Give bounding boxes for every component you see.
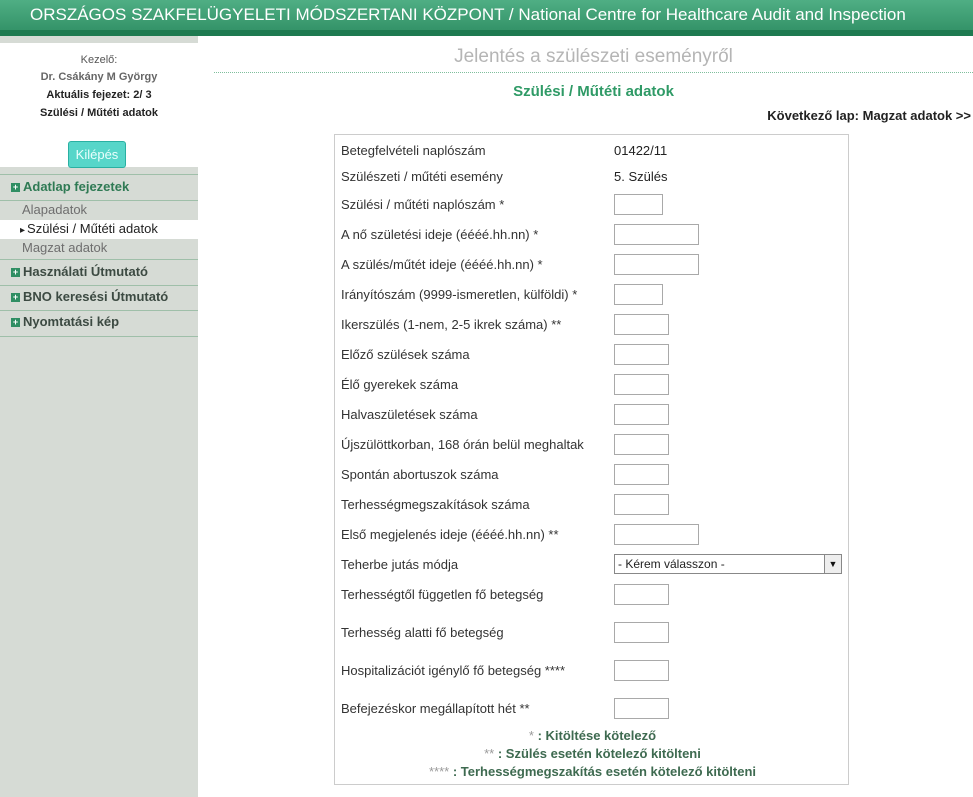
legend-stars: **** — [428, 764, 450, 779]
field-label: A szülés/műtét ideje (éééé.hh.nn) * — [341, 257, 543, 272]
nav-section-label: Nyomtatási kép — [23, 314, 120, 329]
legend-stars: ** — [484, 746, 495, 761]
field-label: Szülési / műtéti naplószám * — [341, 197, 505, 212]
nav-section-user-guide[interactable] — [0, 261, 198, 285]
divider — [0, 336, 198, 337]
sidebar-item-label: Szülési / Műtéti adatok — [27, 221, 158, 236]
header-title: ORSZÁGOS SZAKFELÜGYELETI MÓDSZERTANI KÖZPONT / National Centre for Healthcare Audit and Inspection — [30, 5, 906, 24]
field-label: Halvaszületések száma — [341, 407, 478, 422]
page-title: Jelentés a szülészeti eseményről — [454, 46, 733, 67]
operator-name: Dr. Csákány M György — [40, 71, 158, 83]
title-divider — [214, 72, 973, 73]
postal-code-input[interactable] — [614, 284, 663, 305]
field-label: Újszülöttkorban, 168 órán belül meghaltak — [341, 437, 584, 452]
field-label: Hospitalizációt igénylő fő betegség **** — [341, 663, 566, 678]
logout-button[interactable]: Kilépés — [68, 141, 126, 168]
divider — [0, 259, 198, 260]
form-panel — [334, 134, 849, 785]
twin-birth-input[interactable] — [614, 314, 669, 335]
section-title: Szülési / Műtéti adatok — [513, 83, 674, 100]
pregnancy-disease-input[interactable] — [614, 622, 669, 643]
next-page-link[interactable]: Következő lap: Magzat adatok >> — [767, 108, 971, 123]
spontaneous-abortions-input[interactable] — [614, 464, 669, 485]
admission-log-value: 01422/11 — [614, 143, 668, 158]
legend-note — [335, 746, 850, 761]
legend-stars: * — [528, 728, 534, 743]
field-label: Ikerszülés (1-nem, 2-5 ikrek száma) ** — [341, 317, 562, 332]
field-label: Terhességmegszakítások száma — [341, 497, 530, 512]
first-visit-date-input[interactable] — [614, 524, 699, 545]
living-children-input[interactable] — [614, 374, 669, 395]
nav-section-label: Adatlap fejezetek — [23, 179, 130, 194]
admission-log-label: Betegfelvételi naplószám — [341, 143, 486, 158]
nav-section-label: Használati Útmutató — [23, 264, 148, 279]
mother-birthdate-input[interactable] — [614, 224, 699, 245]
field-label: Élő gyerekek száma — [341, 377, 459, 392]
field-label: A nő születési ideje (éééé.hh.nn) * — [341, 227, 539, 242]
expand-icon: + — [12, 182, 19, 192]
field-label: Terhesség alatti fő betegség — [341, 625, 504, 640]
sidebar-item-alapadatok[interactable]: Alapadatok — [22, 202, 88, 217]
hospitalization-disease-input[interactable] — [614, 660, 669, 681]
expand-icon: + — [12, 267, 19, 277]
field-label: Teherbe jutás módja — [341, 557, 459, 572]
pregnancy-method-select[interactable] — [614, 554, 842, 574]
legend-text: : Szülés esetén kötelező kitölteni — [494, 746, 701, 761]
divider — [0, 174, 198, 175]
chevron-down-icon[interactable]: ▼ — [824, 555, 841, 573]
birth-date-input[interactable] — [614, 254, 699, 275]
sidebar-item-magzat-adatok[interactable]: Magzat adatok — [22, 240, 108, 255]
select-value: - Kérem válasszon - — [618, 557, 725, 571]
expand-icon: + — [12, 292, 19, 302]
nav-section-label: BNO keresési Útmutató — [23, 289, 169, 304]
field-label: Irányítószám (9999-ismeretlen, külföldi) * — [341, 287, 578, 302]
event-label: Szülészeti / műtéti esemény — [341, 169, 503, 184]
field-label: Befejezéskor megállapított hét ** — [341, 701, 530, 716]
current-chapter: Aktuális fejezet: 2/ 3 — [46, 89, 152, 101]
expand-icon: + — [12, 317, 19, 327]
field-label: Spontán abortuszok száma — [341, 467, 499, 482]
legend-note — [335, 764, 850, 779]
legend-note — [335, 728, 850, 743]
nav-section-bno-guide[interactable] — [0, 286, 198, 310]
sidebar-item-szulesi-adatok[interactable] — [0, 220, 198, 239]
current-chapter-name: Szülési / Műtéti adatok — [40, 107, 158, 119]
field-label: Első megjelenés ideje (éééé.hh.nn) ** — [341, 527, 559, 542]
field-label: Előző szülések száma — [341, 347, 470, 362]
nav-section-form-chapters[interactable] — [0, 176, 198, 200]
event-value: 5. Szülés — [614, 169, 668, 184]
terminations-input[interactable] — [614, 494, 669, 515]
completion-week-input[interactable] — [614, 698, 669, 719]
stillbirths-input[interactable] — [614, 404, 669, 425]
independent-disease-input[interactable] — [614, 584, 669, 605]
neonatal-deaths-input[interactable] — [614, 434, 669, 455]
previous-births-input[interactable] — [614, 344, 669, 365]
field-label: Terhességtől független fő betegség — [341, 587, 544, 602]
sidebar — [0, 36, 198, 797]
nav-section-print-view[interactable] — [0, 311, 198, 335]
legend-text: : Terhességmegszakítás esetén kötelező kitölteni — [449, 764, 757, 779]
legend-text: : Kitöltése kötelező — [533, 728, 657, 743]
operator-label: Kezelő: — [80, 54, 118, 66]
surgery-log-number-input[interactable] — [614, 194, 663, 215]
